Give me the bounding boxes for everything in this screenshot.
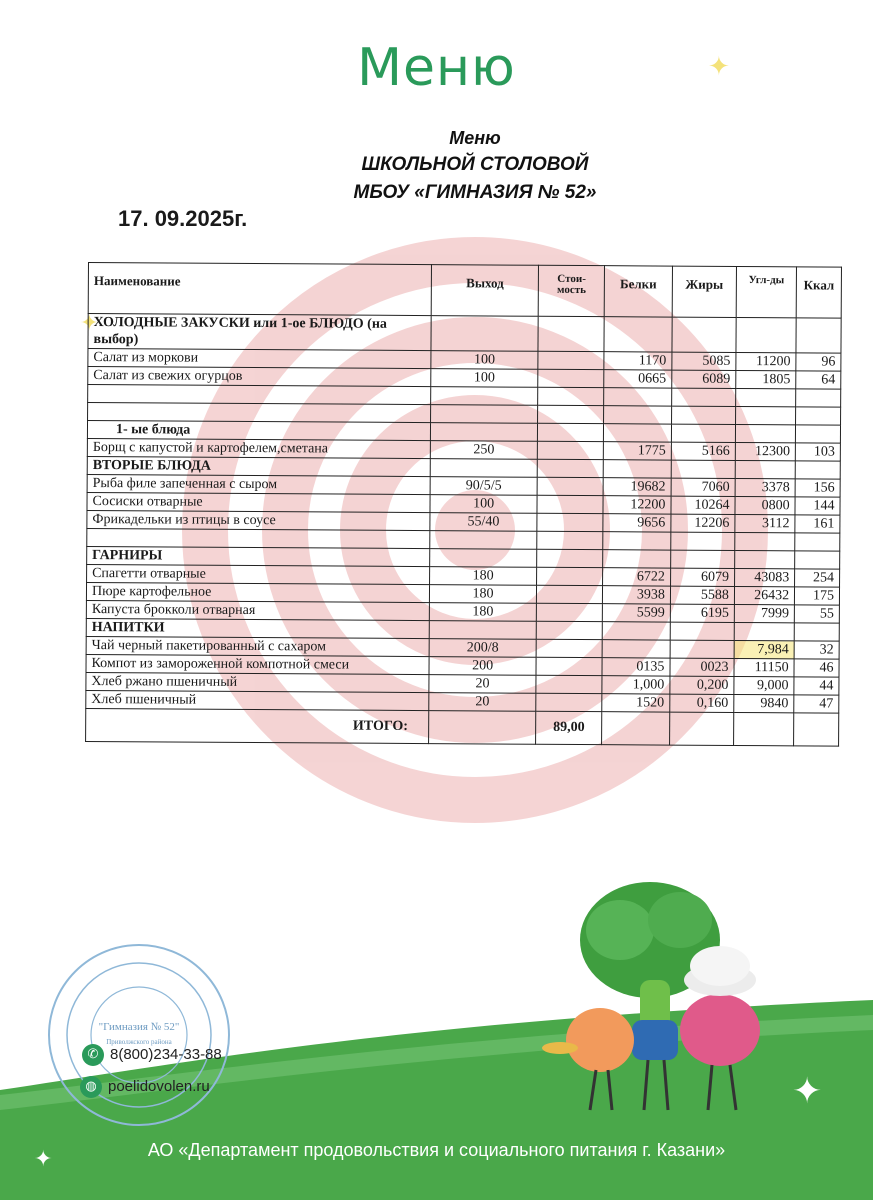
item-kcal: 55 — [794, 605, 839, 623]
item-out: 200/8 — [429, 639, 537, 658]
item-carbs: 7,984 — [734, 640, 794, 658]
stamp-district-text: Приволжского района — [106, 1038, 172, 1046]
item-out: 100 — [431, 369, 539, 388]
col-header-out: Выход — [431, 265, 539, 317]
item-carbs: 0800 — [735, 496, 795, 514]
item-fat — [670, 640, 734, 658]
stamp-center-text: "Гимназия № 52" — [98, 1021, 180, 1033]
item-fat: 0,160 — [670, 694, 734, 712]
item-name: Хлеб пшеничный — [86, 690, 429, 710]
item-out: 20 — [429, 675, 537, 694]
section-row — [88, 314, 841, 354]
item-name: Капуста брокколи отварная — [86, 600, 429, 620]
item-kcal: 144 — [795, 497, 840, 515]
item-carbs: 7999 — [734, 604, 794, 622]
item-out: 20 — [429, 693, 537, 712]
item-name: Пюре картофельное — [86, 582, 429, 602]
item-carbs: 9,000 — [734, 676, 794, 694]
item-name: Компот из замороженной компотной смеси — [86, 654, 429, 674]
globe-icon: ◍ — [80, 1076, 102, 1098]
sparkle-icon: ✦ — [708, 52, 730, 81]
item-carbs: 1805 — [736, 370, 796, 388]
item-kcal: 46 — [794, 659, 839, 677]
item-kcal: 175 — [795, 587, 840, 605]
item-fat: 7060 — [671, 478, 735, 496]
item-name: Хлеб ржано пшеничный — [86, 672, 429, 692]
item-name: Салат из моркови — [88, 349, 431, 369]
item-kcal: 254 — [795, 569, 840, 587]
item-protein: 6722 — [603, 568, 671, 586]
item-out: 100 — [430, 495, 538, 514]
item-kcal: 32 — [794, 641, 839, 659]
item-protein: 0665 — [604, 370, 672, 388]
item-carbs: 43083 — [734, 568, 794, 586]
item-protein — [602, 640, 670, 658]
item-carbs: 3378 — [735, 478, 795, 496]
sparkle-icon: ✦ — [792, 1071, 823, 1111]
sparkle-icon: ✦ — [34, 1146, 53, 1171]
item-out: 200 — [429, 657, 537, 676]
section-drinks: НАПИТКИ — [86, 618, 429, 638]
col-header-name: Наименование — [88, 263, 431, 316]
item-name: Спагетти отварные — [87, 564, 430, 584]
footer-organization: АО «Департамент продовольствия и социального питания г. Казани» — [147, 1140, 726, 1160]
col-header-kcal: Ккал — [796, 267, 841, 318]
item-fat: 6089 — [672, 370, 736, 388]
col-header-protein: Белки — [604, 266, 672, 317]
total-row — [86, 708, 839, 746]
item-out: 55/40 — [430, 513, 538, 532]
item-out: 180 — [429, 567, 537, 586]
section-cold: ХОЛОДНЫЕ ЗАКУСКИ или 1-ое БЛЮДО (на выбор) — [88, 314, 431, 351]
menu-table — [85, 262, 842, 747]
item-kcal: 161 — [795, 515, 840, 533]
item-out: 250 — [430, 441, 538, 460]
item-protein: 9656 — [603, 514, 671, 532]
item-out: 180 — [429, 585, 537, 604]
table-header-row — [88, 263, 841, 319]
item-fat: 5588 — [670, 586, 734, 604]
item-carbs: 26432 — [734, 586, 794, 604]
item-protein: 5599 — [602, 604, 670, 622]
item-fat: 6195 — [670, 604, 734, 622]
col-header-cost: Стои-мость — [539, 265, 605, 316]
item-fat: 10264 — [671, 496, 735, 514]
stamp-seal — [44, 940, 234, 1130]
item-carbs: 11150 — [734, 658, 794, 676]
item-kcal: 156 — [795, 479, 840, 497]
item-kcal: 96 — [796, 353, 841, 371]
item-fat: 6079 — [670, 568, 734, 586]
item-name: Чай черный пакетированный с сахаром — [86, 636, 429, 656]
item-fat: 5166 — [671, 442, 735, 460]
item-protein: 19682 — [603, 478, 671, 496]
item-out: 180 — [429, 603, 537, 622]
sparkle-icon: ✦ — [80, 310, 99, 335]
section-second: ВТОРЫЕ БЛЮДА — [87, 456, 430, 476]
total-cost: 89,00 — [536, 711, 602, 744]
item-name: Рыба филе запеченная с сыром — [87, 474, 430, 494]
col-header-carbs: Угл-ды — [736, 266, 796, 317]
item-protein: 3938 — [602, 586, 670, 604]
heading-school: МБОУ «ГИМНАЗИЯ № 52» — [353, 182, 597, 203]
item-protein: 1170 — [604, 352, 672, 370]
item-carbs: 11200 — [736, 352, 796, 370]
section-garnish: ГАРНИРЫ — [87, 546, 430, 566]
item-out: 100 — [431, 351, 539, 370]
contact-site[interactable]: poelidovolen.ru — [108, 1078, 210, 1095]
item-kcal: 103 — [795, 443, 840, 461]
heading-menu: Меню — [449, 128, 501, 148]
item-protein: 12200 — [603, 496, 671, 514]
item-out: 90/5/5 — [430, 477, 538, 496]
phone-icon: ✆ — [82, 1044, 104, 1066]
item-name: Сосиски отварные — [87, 492, 430, 512]
item-fat: 0,200 — [670, 676, 734, 694]
item-name: Фрикадельки из птицы в соусе — [87, 510, 430, 530]
item-protein: 1775 — [603, 442, 671, 460]
item-fat: 5085 — [672, 352, 736, 370]
item-kcal: 44 — [794, 677, 839, 695]
section-first: 1- ые блюда — [87, 421, 430, 441]
item-name: Салат из свежих огурцов — [88, 367, 431, 387]
item-carbs: 9840 — [734, 694, 794, 712]
item-kcal: 47 — [794, 695, 839, 713]
item-kcal: 64 — [796, 371, 841, 389]
contact-phone[interactable]: 8(800)234-33-88 — [110, 1046, 222, 1063]
brand-title: Меню — [357, 38, 516, 98]
item-fat: 0023 — [670, 658, 734, 676]
item-fat: 12206 — [671, 514, 735, 532]
item-protein: 0135 — [602, 658, 670, 676]
menu-date: 17. 09.2025г. — [118, 206, 248, 231]
heading-canteen: ШКОЛЬНОЙ СТОЛОВОЙ — [361, 154, 589, 175]
item-protein: 1520 — [602, 694, 670, 712]
item-protein: 1,000 — [602, 676, 670, 694]
item-carbs: 3112 — [735, 514, 795, 532]
total-label: ИТОГО: — [86, 708, 429, 743]
item-name: Борщ с капустой и картофелем,сметана — [87, 438, 430, 458]
col-header-fat: Жиры — [672, 266, 736, 317]
item-carbs: 12300 — [735, 442, 795, 460]
